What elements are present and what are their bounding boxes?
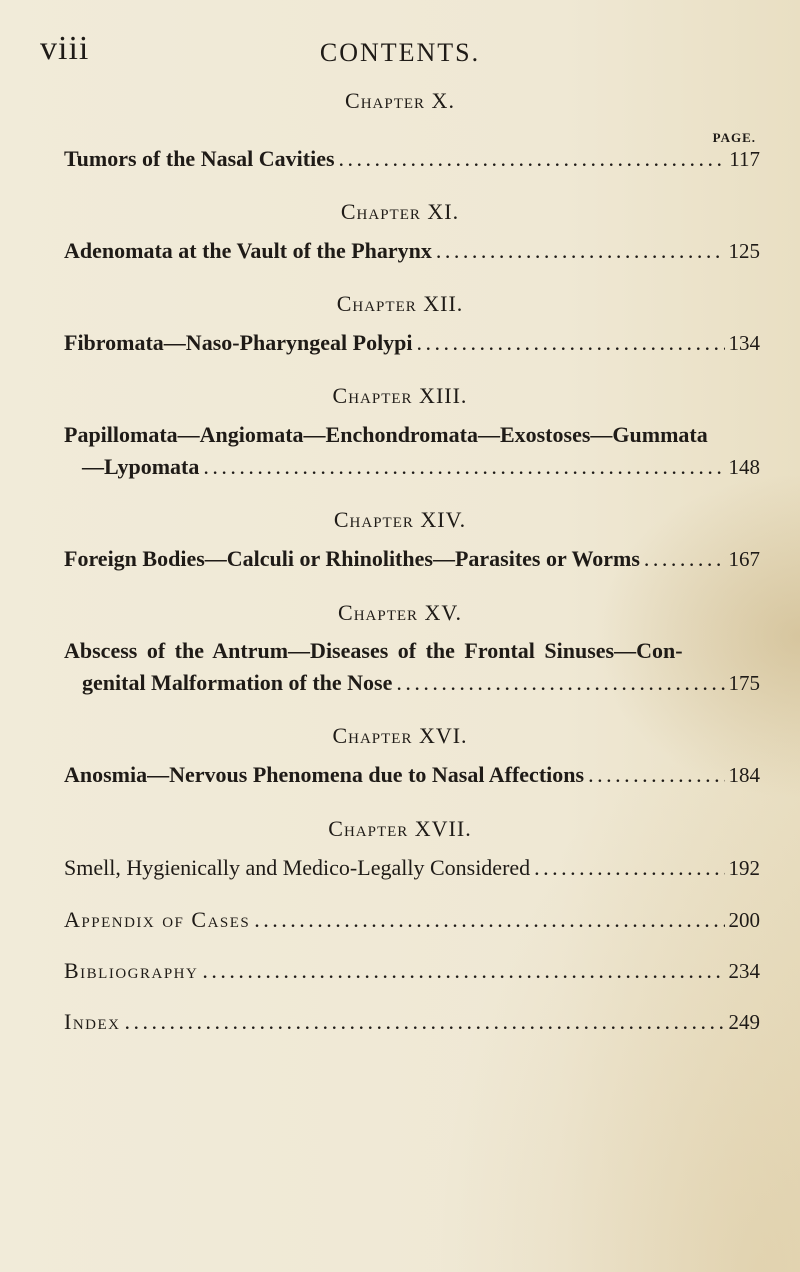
- toc-entry-title: Fibromata—Naso-Pharyngeal Polypi: [64, 330, 413, 355]
- toc-entry-title-line: Abscess of the Antrum—Diseases of the Frontal Sinuses—Con-: [64, 638, 683, 663]
- toc-entry-page: 125: [728, 239, 760, 263]
- dot-leader: [644, 546, 725, 572]
- toc-entry-index: [64, 1009, 760, 1035]
- toc-entry-title: Adenomata at the Vault of the Pharynx: [64, 238, 432, 263]
- toc-entry-title: Index: [64, 1009, 121, 1034]
- dot-leader: [588, 762, 724, 788]
- toc-entry: [64, 546, 760, 572]
- toc-entry-page: 192: [728, 856, 760, 880]
- toc-entry: [64, 146, 760, 172]
- dot-leader: [534, 855, 724, 881]
- page-title: CONTENTS.: [319, 38, 481, 67]
- toc-entry-title: Foreign Bodies—Calculi or Rhinolithes—Parasites or Worms: [64, 546, 640, 571]
- toc-entry: [64, 670, 760, 696]
- dot-leader: [125, 1009, 725, 1035]
- toc-entry-page: 117: [729, 147, 760, 171]
- page-number: viii: [40, 30, 90, 67]
- toc-entry-title: —Lypomata: [82, 454, 200, 479]
- dot-leader: [202, 958, 724, 984]
- chapter-heading: Chapter XVII.: [328, 816, 472, 841]
- toc-entry-page: 249: [728, 1010, 760, 1034]
- toc-entry: [64, 855, 760, 881]
- toc-entry-page: 184: [728, 763, 760, 787]
- chapter-heading: Chapter XV.: [338, 600, 462, 625]
- toc-entry-title-line: Papillomata—Angiomata—Enchondromata—Exostoses—Gummata: [64, 422, 708, 447]
- toc-entry: [64, 454, 760, 480]
- toc-entry-title: Smell, Hygienically and Medico-Legally Considered: [64, 855, 531, 880]
- toc-entry-title: Appendix of Cases: [64, 907, 251, 932]
- toc-entry-title: Tumors of the Nasal Cavities: [64, 146, 335, 171]
- dot-leader: [436, 238, 725, 264]
- toc-entry: [64, 238, 760, 264]
- chapter-heading: Chapter XIII.: [332, 383, 468, 408]
- dot-leader: [396, 670, 724, 696]
- toc-entry: [64, 762, 760, 788]
- toc-entry-page: 200: [728, 908, 760, 932]
- dot-leader: [254, 907, 724, 933]
- toc-entry-title: Bibliography: [64, 958, 199, 983]
- toc-entry-bibliography: [64, 958, 760, 984]
- toc-entry-appendix: [64, 907, 760, 933]
- toc-entry-title: Anosmia—Nervous Phenomena due to Nasal Affections: [64, 762, 585, 787]
- page-column-label: PAGE.: [712, 130, 756, 145]
- dot-leader: [203, 454, 724, 480]
- dot-leader: [417, 330, 725, 356]
- toc-entry-page: 234: [728, 959, 760, 983]
- toc-entry-title: genital Malformation of the Nose: [82, 670, 393, 695]
- toc-entry: [64, 330, 760, 356]
- toc-entry-page: 134: [728, 331, 760, 355]
- dot-leader: [339, 146, 726, 172]
- chapter-heading: Chapter XIV.: [333, 507, 467, 532]
- chapter-heading: Chapter XII.: [336, 291, 464, 316]
- toc-entry-page: 175: [728, 671, 760, 695]
- toc-entry-page: 167: [728, 547, 760, 571]
- chapter-heading: Chapter XVI.: [332, 723, 468, 748]
- chapter-heading: Chapter XI.: [340, 199, 460, 224]
- chapter-heading: Chapter X.: [345, 88, 455, 113]
- toc-entry-page: 148: [728, 455, 760, 479]
